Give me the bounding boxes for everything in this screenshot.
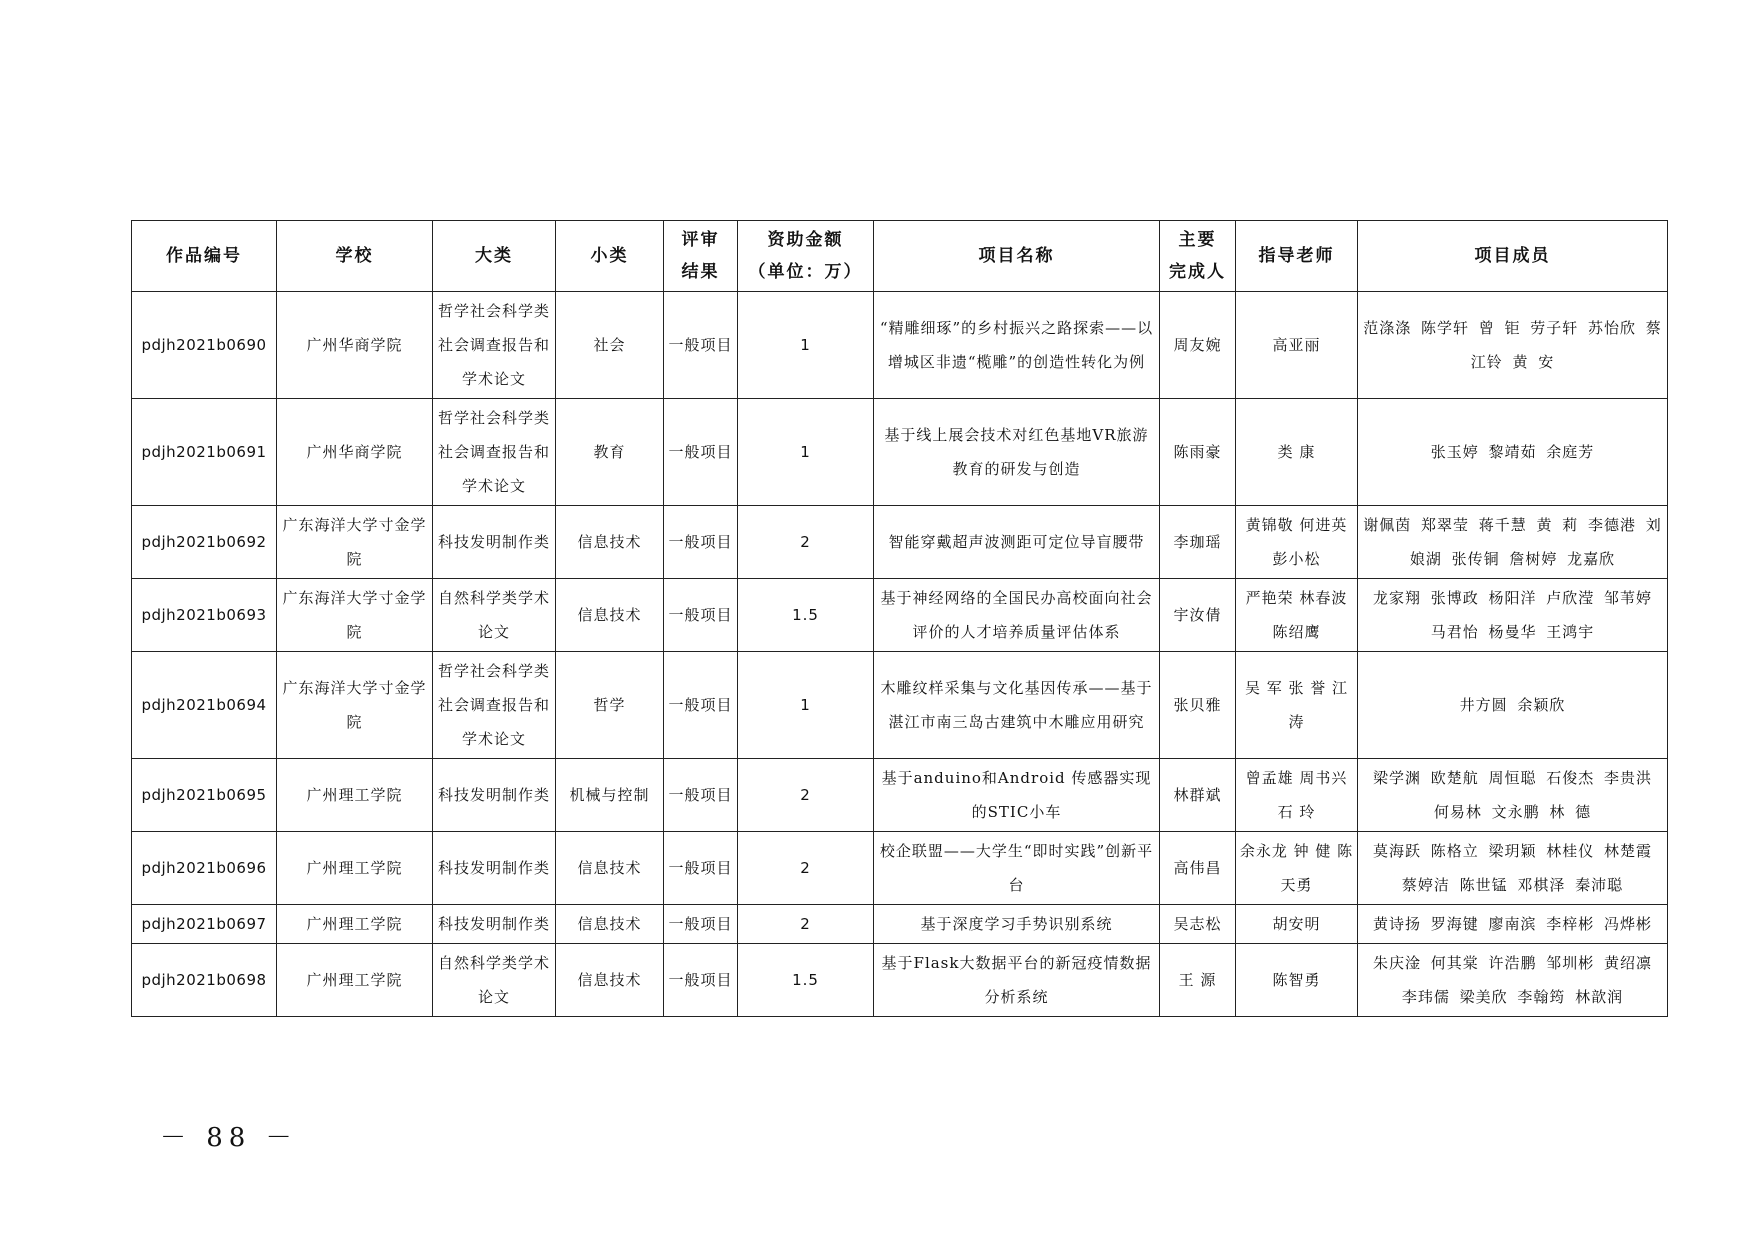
cell-code: pdjh2021b0697 [132, 905, 277, 944]
cell-amount: 2 [738, 832, 874, 905]
cell-category: 科技发明制作类 [433, 832, 556, 905]
cell-members: 梁学渊 欧楚航 周恒聪 石俊杰 李贵洪 何易林 文永鹏 林 德 [1358, 759, 1668, 832]
cell-members: 龙家翔 张博政 杨阳洋 卢欣滢 邹苇婷 马君怡 杨曼华 王鸿宇 [1358, 579, 1668, 652]
cell-school: 广州华商学院 [277, 292, 433, 399]
cell-amount: 2 [738, 506, 874, 579]
cell-result: 一般项目 [664, 579, 738, 652]
cell-result: 一般项目 [664, 292, 738, 399]
header-leader-line1: 主要 [1178, 230, 1217, 250]
cell-school: 广州理工学院 [277, 832, 433, 905]
cell-project: 基于线上展会技术对红色基地VR旅游教育的研发与创造 [874, 399, 1160, 506]
cell-school: 广州理工学院 [277, 759, 433, 832]
cell-category: 哲学社会科学类社会调查报告和学术论文 [433, 399, 556, 506]
cell-subcategory: 哲学 [556, 652, 664, 759]
cell-code: pdjh2021b0694 [132, 652, 277, 759]
cell-leader: 吴志松 [1160, 905, 1236, 944]
cell-school: 广东海洋大学寸金学院 [277, 652, 433, 759]
cell-project: 木雕纹样采集与文化基因传承——基于湛江市南三岛古建筑中木雕应用研究 [874, 652, 1160, 759]
cell-result: 一般项目 [664, 832, 738, 905]
table-row [132, 399, 1668, 506]
header-subcategory: 小类 [556, 221, 664, 292]
cell-result: 一般项目 [664, 905, 738, 944]
cell-members: 井方圆 余颖欣 [1358, 652, 1668, 759]
cell-members: 张玉婷 黎靖茹 余庭芳 [1358, 399, 1668, 506]
cell-leader: 高伟昌 [1160, 832, 1236, 905]
table-row [132, 292, 1668, 399]
cell-subcategory: 信息技术 [556, 832, 664, 905]
cell-leader: 张贝雅 [1160, 652, 1236, 759]
cell-project: 智能穿戴超声波测距可定位导盲腰带 [874, 506, 1160, 579]
cell-members: 范涤涤 陈学轩 曾 钜 劳子轩 苏怡欣 蔡江铃 黄 安 [1358, 292, 1668, 399]
cell-project: 基于深度学习手势识别系统 [874, 905, 1160, 944]
header-amount-line2: （单位：万） [748, 262, 863, 282]
table-row [132, 579, 1668, 652]
cell-leader: 宇汝倩 [1160, 579, 1236, 652]
table-row [132, 759, 1668, 832]
cell-project: 基于Flask大数据平台的新冠疫情数据分析系统 [874, 944, 1160, 1017]
cell-members: 莫海跃 陈格立 梁玥颖 林桂仪 林楚霞 蔡婷洁 陈世锰 邓棋泽 秦沛聪 [1358, 832, 1668, 905]
cell-code: pdjh2021b0691 [132, 399, 277, 506]
cell-leader: 李珈瑶 [1160, 506, 1236, 579]
cell-members: 黄诗扬 罗海键 廖南滨 李梓彬 冯烨彬 [1358, 905, 1668, 944]
cell-project: 基于anduino和Android 传感器实现的STIC小车 [874, 759, 1160, 832]
header-leader [1160, 221, 1236, 292]
cell-advisor: 陈智勇 [1236, 944, 1358, 1017]
cell-subcategory: 信息技术 [556, 579, 664, 652]
cell-advisor: 高亚丽 [1236, 292, 1358, 399]
header-row [132, 221, 1668, 292]
cell-amount: 2 [738, 905, 874, 944]
header-code: 作品编号 [132, 221, 277, 292]
cell-subcategory: 机械与控制 [556, 759, 664, 832]
cell-amount: 1 [738, 292, 874, 399]
cell-category: 自然科学类学术论文 [433, 944, 556, 1017]
cell-result: 一般项目 [664, 399, 738, 506]
cell-category: 科技发明制作类 [433, 905, 556, 944]
header-school: 学校 [277, 221, 433, 292]
header-members: 项目成员 [1358, 221, 1668, 292]
cell-result: 一般项目 [664, 759, 738, 832]
cell-code: pdjh2021b0696 [132, 832, 277, 905]
cell-amount: 1.5 [738, 944, 874, 1017]
cell-school: 广东海洋大学寸金学院 [277, 579, 433, 652]
cell-school: 广东海洋大学寸金学院 [277, 506, 433, 579]
cell-leader: 陈雨豪 [1160, 399, 1236, 506]
cell-members: 朱庆淦 何其棠 许浩鹏 邹圳彬 黄绍凛 李玮儒 梁美欣 李翰筠 林歆润 [1358, 944, 1668, 1017]
cell-project: “精雕细琢”的乡村振兴之路探索——以增城区非遗“榄雕”的创造性转化为例 [874, 292, 1160, 399]
cell-amount: 1 [738, 399, 874, 506]
table-row [132, 832, 1668, 905]
cell-advisor: 类 康 [1236, 399, 1358, 506]
cell-subcategory: 信息技术 [556, 944, 664, 1017]
cell-code: pdjh2021b0692 [132, 506, 277, 579]
cell-category: 自然科学类学术论文 [433, 579, 556, 652]
header-project: 项目名称 [874, 221, 1160, 292]
header-result-line1: 评审 [681, 230, 720, 250]
cell-amount: 2 [738, 759, 874, 832]
cell-result: 一般项目 [664, 944, 738, 1017]
table-row [132, 652, 1668, 759]
header-leader-line2: 完成人 [1169, 262, 1226, 282]
header-result [664, 221, 738, 292]
cell-leader: 王 源 [1160, 944, 1236, 1017]
cell-leader: 周友婉 [1160, 292, 1236, 399]
cell-result: 一般项目 [664, 652, 738, 759]
header-advisor: 指导老师 [1236, 221, 1358, 292]
table-row [132, 506, 1668, 579]
cell-project: 校企联盟——大学生“即时实践”创新平台 [874, 832, 1160, 905]
cell-school: 广州华商学院 [277, 399, 433, 506]
cell-amount: 1 [738, 652, 874, 759]
cell-leader: 林群斌 [1160, 759, 1236, 832]
project-table [131, 220, 1668, 1017]
table-row [132, 905, 1668, 944]
cell-category: 哲学社会科学类社会调查报告和学术论文 [433, 652, 556, 759]
cell-result: 一般项目 [664, 506, 738, 579]
cell-project: 基于神经网络的全国民办高校面向社会评价的人才培养质量评估体系 [874, 579, 1160, 652]
cell-category: 科技发明制作类 [433, 759, 556, 832]
cell-category: 科技发明制作类 [433, 506, 556, 579]
cell-advisor: 胡安明 [1236, 905, 1358, 944]
cell-subcategory: 信息技术 [556, 905, 664, 944]
header-category: 大类 [433, 221, 556, 292]
header-amount-line1: 资助金额 [767, 230, 844, 250]
header-amount [738, 221, 874, 292]
cell-school: 广州理工学院 [277, 944, 433, 1017]
cell-advisor: 黄锦敬 何进英 彭小松 [1236, 506, 1358, 579]
cell-advisor: 吴 军 张 誉 江 涛 [1236, 652, 1358, 759]
table-row [132, 944, 1668, 1017]
cell-members: 谢佩茵 郑翠莹 蒋千慧 黄 莉 李德港 刘娘湖 张传铜 詹树婷 龙嘉欣 [1358, 506, 1668, 579]
cell-code: pdjh2021b0690 [132, 292, 277, 399]
cell-code: pdjh2021b0693 [132, 579, 277, 652]
cell-school: 广州理工学院 [277, 905, 433, 944]
cell-advisor: 严艳荣 林春波 陈绍鹰 [1236, 579, 1358, 652]
cell-subcategory: 社会 [556, 292, 664, 399]
cell-code: pdjh2021b0695 [132, 759, 277, 832]
cell-category: 哲学社会科学类社会调查报告和学术论文 [433, 292, 556, 399]
cell-code: pdjh2021b0698 [132, 944, 277, 1017]
page-number: － 88 － [160, 1123, 298, 1153]
cell-advisor: 余永龙 钟 健 陈天勇 [1236, 832, 1358, 905]
cell-subcategory: 教育 [556, 399, 664, 506]
header-result-line2: 结果 [681, 262, 720, 282]
cell-amount: 1.5 [738, 579, 874, 652]
cell-subcategory: 信息技术 [556, 506, 664, 579]
cell-advisor: 曾孟雄 周书兴 石 玲 [1236, 759, 1358, 832]
